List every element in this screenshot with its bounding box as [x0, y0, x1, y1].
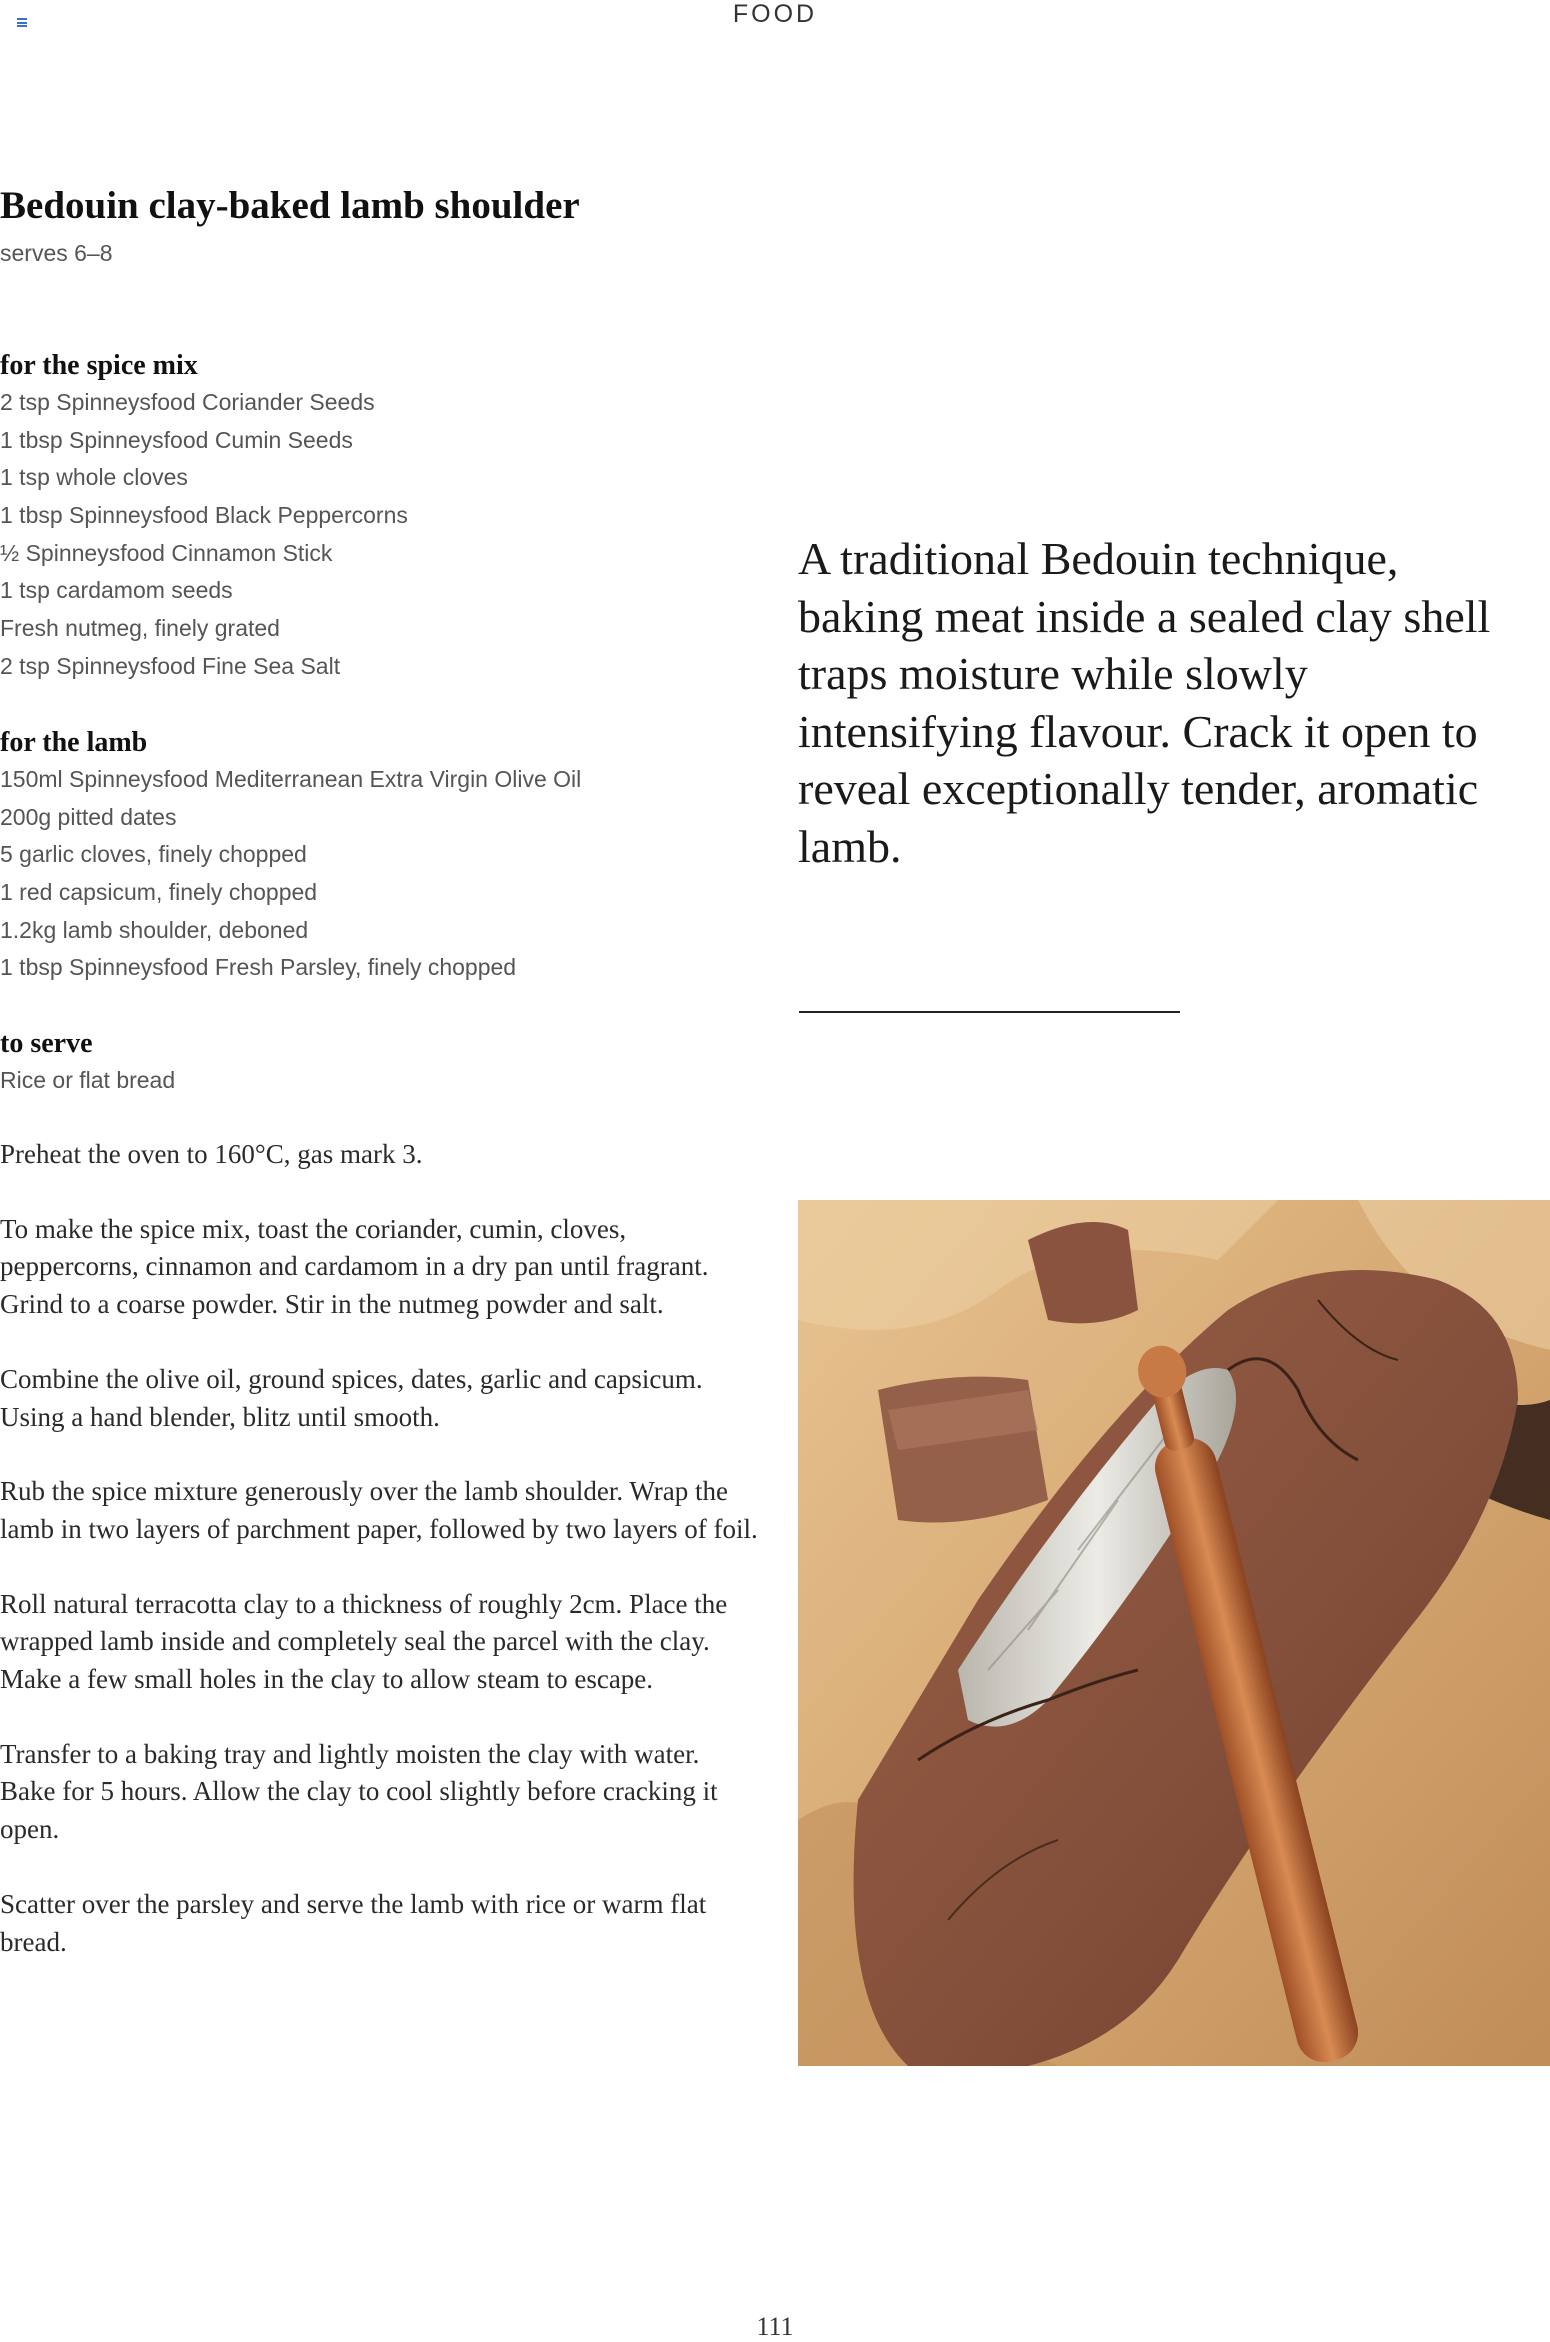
- ingredient-line: 2 tsp Spinneysfood Coriander Seeds: [0, 389, 375, 415]
- method-step: Roll natural terracotta clay to a thickness of roughly 2cm. Place the wrapped lamb inside and completely seal the parcel with the clay. Make a few small holes in the clay to allow steam to escape.: [0, 1588, 728, 1695]
- recipe-title: Bedouin clay-baked lamb shoulder: [0, 184, 580, 227]
- spice-mix-ingredients: [0, 347, 760, 686]
- ingredient-line: 1 tbsp Spinneysfood Cumin Seeds: [0, 426, 353, 453]
- method-step: Preheat the oven to 160°C, gas mark 3.: [0, 1139, 423, 1169]
- page-number: 111: [756, 2312, 794, 2341]
- ingredient-group-heading: for the lamb: [0, 727, 148, 758]
- ingredient-line: Rice or flat bread: [0, 1067, 176, 1093]
- ingredient-line: 1 tsp whole cloves: [0, 464, 188, 491]
- ingredient-line: 1.2kg lamb shoulder, deboned: [0, 916, 309, 943]
- ingredient-line: 5 garlic cloves, finely chopped: [0, 841, 307, 868]
- serves-note: serves 6–8: [0, 240, 113, 266]
- ingredient-line: 1 red capsicum, finely chopped: [0, 879, 318, 906]
- ingredient-group-heading: to serve: [0, 1028, 93, 1059]
- ingredient-group-heading: for the spice mix: [0, 350, 198, 381]
- divider: [799, 1011, 1180, 1013]
- ingredient-line: 150ml Spinneysfood Mediterranean Extra Virgin Olive Oil: [0, 766, 582, 792]
- pull-quote: A traditional Bedouin technique, baking meat inside a sealed clay shell traps moisture while slowly intensifying flavour. Crack it open to reveal exceptionally tender, aromatic lamb.: [798, 533, 1491, 872]
- method-step: Combine the olive oil, ground spices, dates, garlic and capsicum. Using a hand blender, blitz until smooth.: [0, 1363, 703, 1432]
- ingredient-line: ½ Spinneysfood Cinnamon Stick: [0, 539, 333, 566]
- ingredient-line: 1 tsp cardamom seeds: [0, 577, 233, 604]
- ingredient-line: 200g pitted dates: [0, 803, 177, 830]
- method-steps: [0, 1136, 760, 1998]
- ingredient-line: Fresh nutmeg, finely grated: [0, 615, 280, 642]
- clay-baked-lamb-photo: [798, 1200, 1550, 2066]
- to-serve-ingredients: [0, 1025, 760, 1100]
- lamb-ingredients: [0, 724, 760, 987]
- method-step: Transfer to a baking tray and lightly moisten the clay with water. Bake for 5 hours. Allow the clay to cool slightly before cracking it open.: [0, 1738, 718, 1845]
- method-step: Rub the spice mixture generously over the lamb shoulder. Wrap the lamb in two layers of parchment paper, followed by two layers of foil.: [0, 1476, 758, 1544]
- method-step: Scatter over the parsley and serve the lamb with rice or warm flat bread.: [0, 1888, 707, 1957]
- section-label: FOOD: [732, 0, 818, 28]
- ingredient-line: 2 tsp Spinneysfood Fine Sea Salt: [0, 652, 341, 679]
- ingredient-line: 1 tbsp Spinneysfood Fresh Parsley, finely chopped: [0, 954, 517, 981]
- ingredient-line: 1 tbsp Spinneysfood Black Peppercorns: [0, 502, 408, 529]
- method-step: To make the spice mix, toast the coriander, cumin, cloves, peppercorns, cinnamon and cardamom in a dry pan until fragrant. Grind to a coarse powder. Stir in the nutmeg powder and salt.: [0, 1213, 709, 1320]
